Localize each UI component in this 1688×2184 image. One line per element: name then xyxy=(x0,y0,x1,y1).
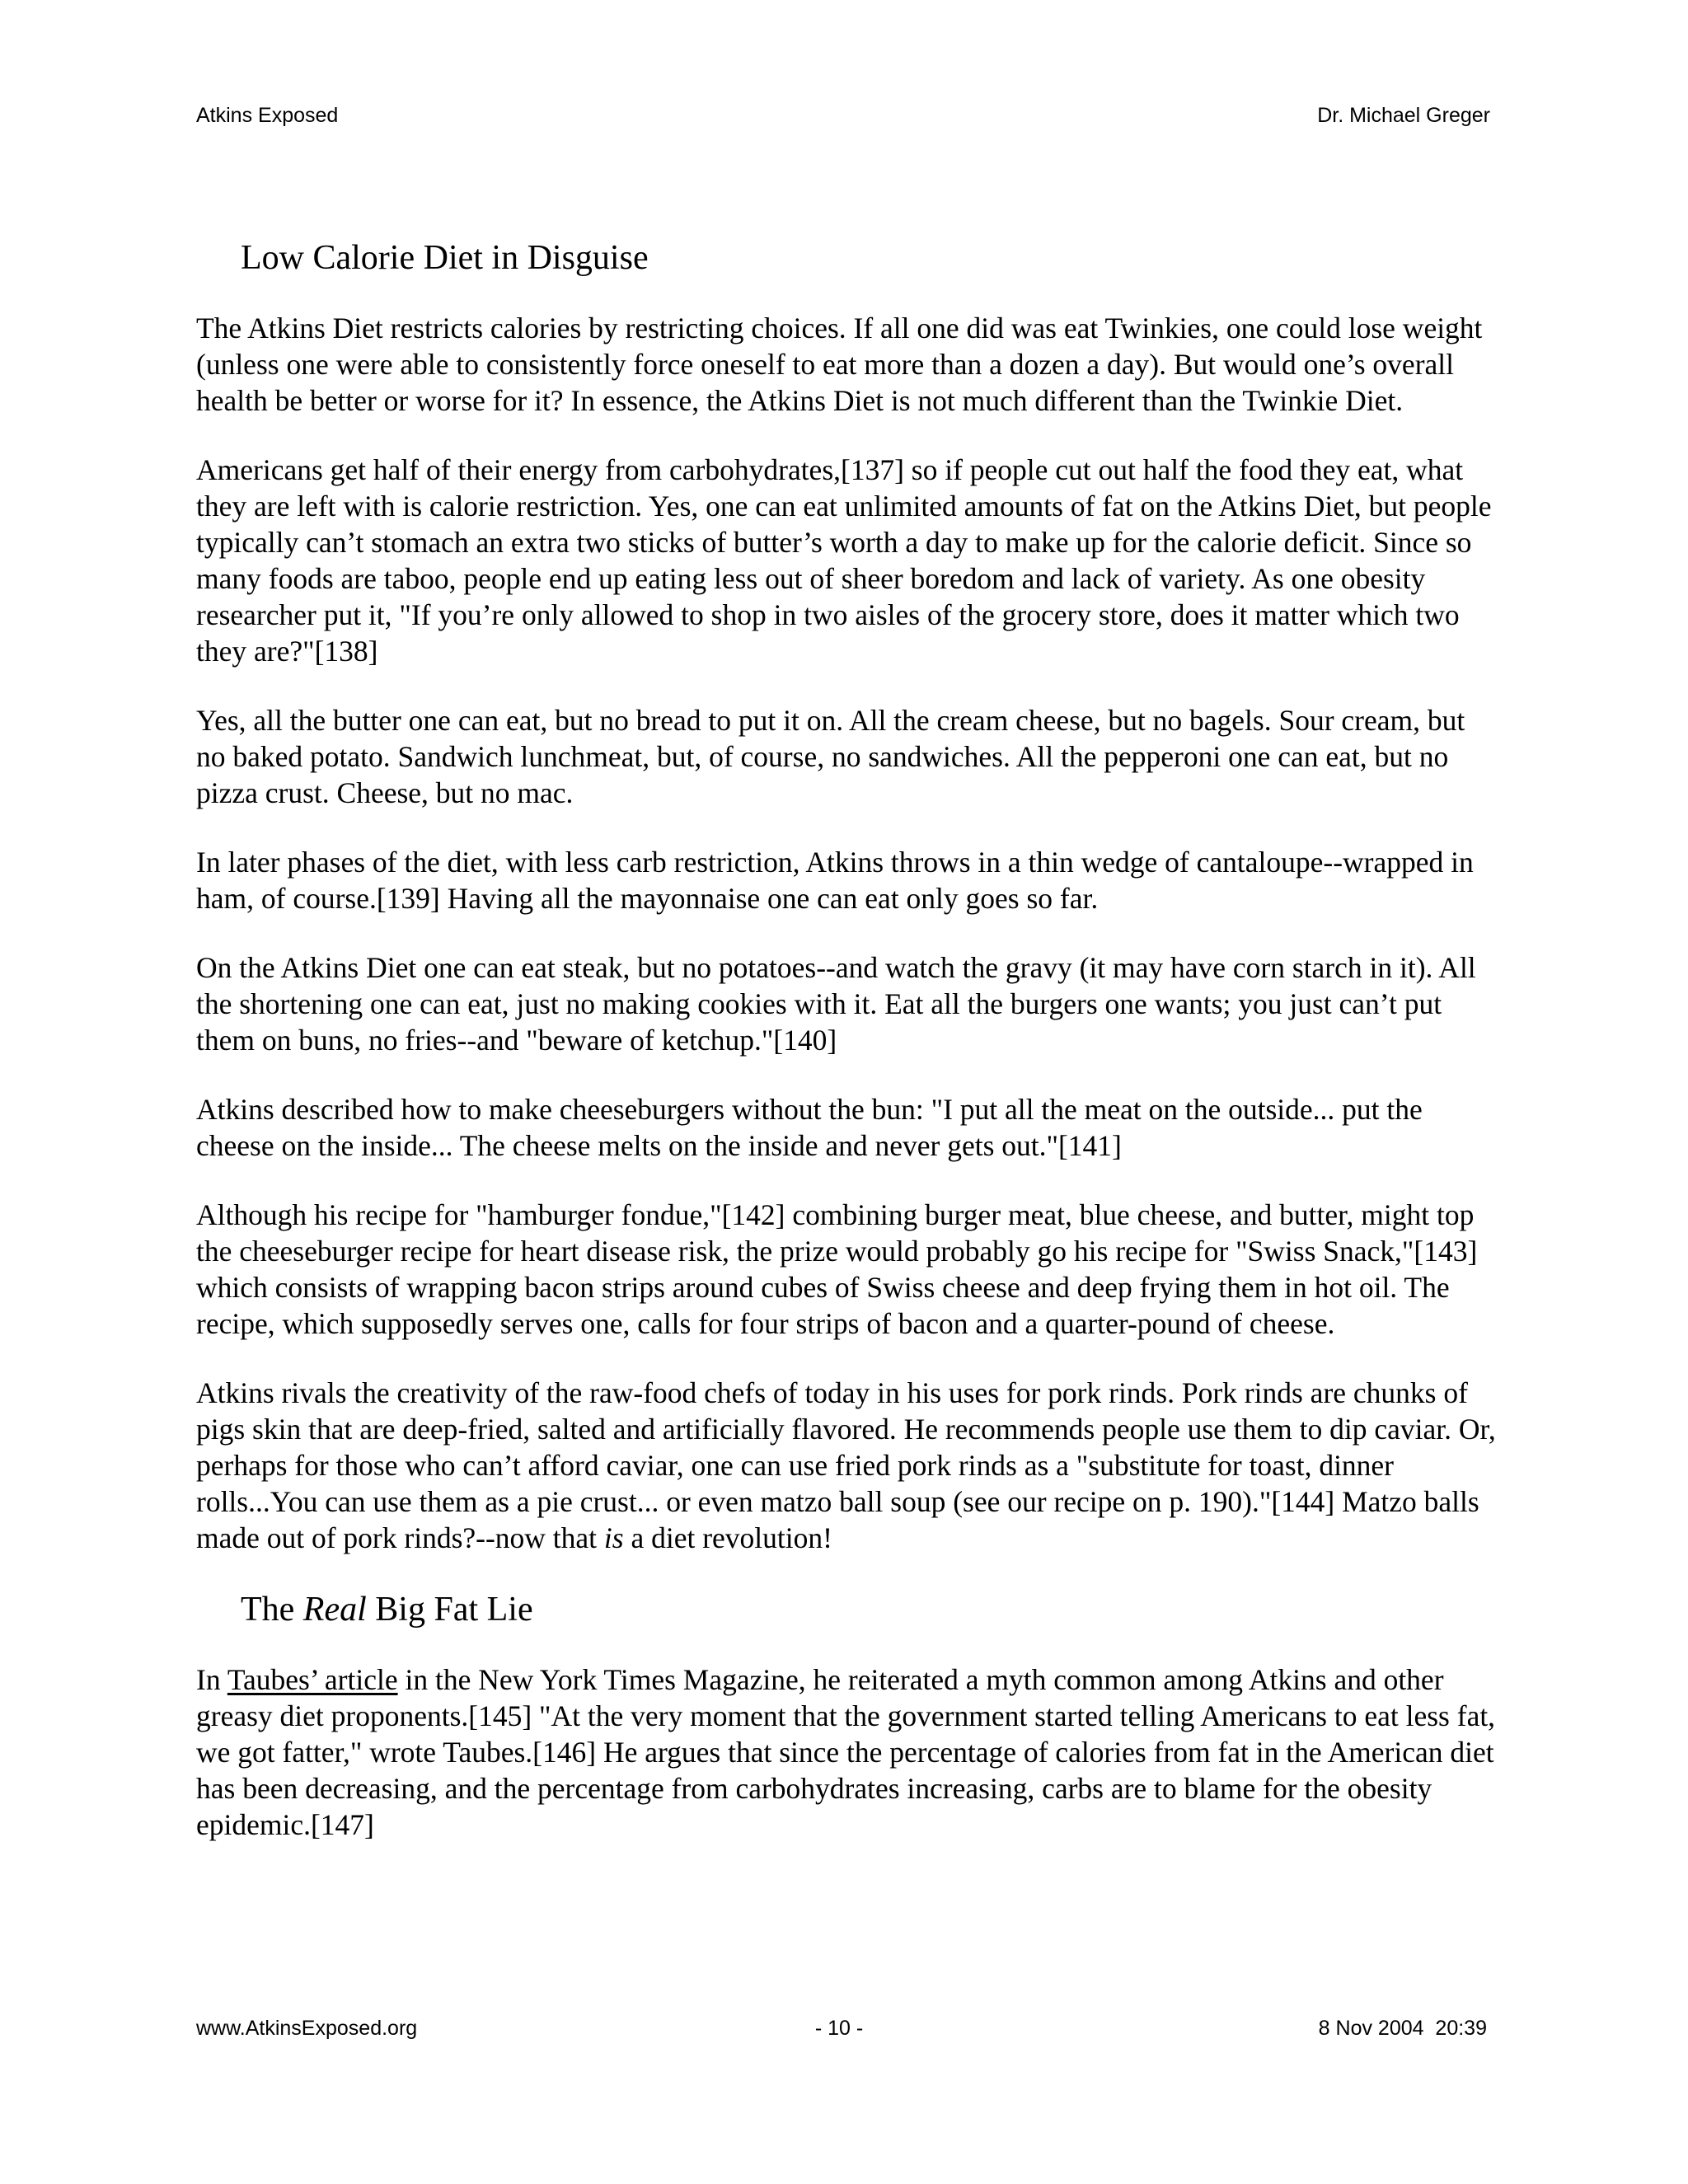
footer-left: www.AtkinsExposed.org xyxy=(196,2017,418,2040)
taubes-article-link[interactable]: Taubes’ article xyxy=(227,1663,398,1696)
paragraph: Americans get half of their energy from carbohydrates,[137] so if people cut out half the food they eat, what they are left with is calorie restriction. Yes, one can eat unlimited amounts of fat on the Atkins Diet, but people typically can’t stomach an extra two sticks of butter’s worth a day to make up for the calorie deficit. Since so many foods are taboo, people end up eating less out of sheer boredom and lack of variety. As one obesity researcher put it, "If you’re only allowed to shop in two aisles of the grocery store, does it matter which two they are?"[138] xyxy=(196,453,1492,668)
section-heading-low-calorie: Low Calorie Diet in Disguise xyxy=(241,239,649,277)
header-left: Atkins Exposed xyxy=(196,104,339,127)
heading-text-pre: The xyxy=(241,1591,303,1629)
paragraph: The Atkins Diet restricts calories by restricting choices. If all one did was eat Twinkies, one could lose weight (unless one were able to consistently force oneself to eat more than a dozen a day). But would one’s overall health be better or worse for it? In essence, the Atkins Diet is not much different than the Twinkie Diet. xyxy=(196,312,1483,417)
paragraph-text-pre: In xyxy=(196,1663,227,1696)
section-heading-real-big-fat-lie xyxy=(241,1589,1498,1630)
emphasis-text: is xyxy=(603,1521,624,1554)
paragraph: Yes, all the butter one can eat, but no bread to put it on. All the cream cheese, but no bagels. Sour cream, but no baked potato. Sandwich lunchmeat, but, of course, no sandwiches. All the pepperoni one can eat, but no pizza crust. Cheese, but no mac. xyxy=(196,704,1465,809)
paragraph: Atkins described how to make cheeseburgers without the bun: "I put all the meat on the outside... put the cheese on the inside... The cheese melts on the inside and never gets out."[141] xyxy=(196,1093,1423,1162)
footer-timestamp: 8 Nov 2004 20:39 xyxy=(1318,2017,1487,2040)
paragraph: In later phases of the diet, with less carb restriction, Atkins throws in a thin wedge of cantaloupe--wrapped in ham, of course.[139] Having all the mayonnaise one can eat only goes so far. xyxy=(196,846,1474,915)
paragraph xyxy=(196,1375,1498,1556)
paragraph-text: Atkins rivals the creativity of the raw-food chefs of today in his uses for pork rinds. Pork rinds are chunks of pigs skin that are deep-fried, salted and artificially flavored. He recommends people use them to dip caviar. Or, perhaps for those who can’t afford caviar, one can use fried pork rinds as a "substitute for toast, dinner rolls...You can use them as a pie crust... or even matzo ball soup (see our recipe on p. 190)."[144] Matzo balls made out of pork rinds?--now that xyxy=(196,1376,1496,1554)
heading-emphasis: Real xyxy=(302,1591,367,1629)
page-content xyxy=(196,237,1498,1876)
paragraph xyxy=(196,1661,1498,1843)
heading-text-post: Big Fat Lie xyxy=(366,1591,533,1629)
paragraph: On the Atkins Diet one can eat steak, but no potatoes--and watch the gravy (it may have corn starch in it). All the shortening one can eat, just no making cookies with it. Eat all the burgers one wants; you just can’t put them on buns, no fries--and "beware of ketchup."[140] xyxy=(196,951,1476,1057)
header-right: Dr. Michael Greger xyxy=(1317,104,1490,127)
paragraph-text-end: a diet revolution! xyxy=(623,1521,832,1554)
paragraph: Although his recipe for "hamburger fondue,"[142] combining burger meat, blue cheese, and butter, might top the cheeseburger recipe for heart disease risk, the prize would probably go his recipe for "Swiss Snack,"[143] which consists of wrapping bacon strips around cubes of Swiss cheese and deep frying them in hot oil. The recipe, which supposedly serves one, calls for four strips of bacon and a quarter-pound of cheese. xyxy=(196,1198,1478,1340)
paragraph-text-post: in the New York Times Magazine, he reiterated a myth common among Atkins and other greasy diet proponents.[145] "At the very moment that the government started telling Americans to eat less fat, we got fatter," wrote Taubes.[146] He argues that since the percentage of calories from fat in the American diet has been decreasing, and the percentage from carbohydrates increasing, carbs are to blame for the obesity epidemic.[147] xyxy=(196,1663,1496,1841)
